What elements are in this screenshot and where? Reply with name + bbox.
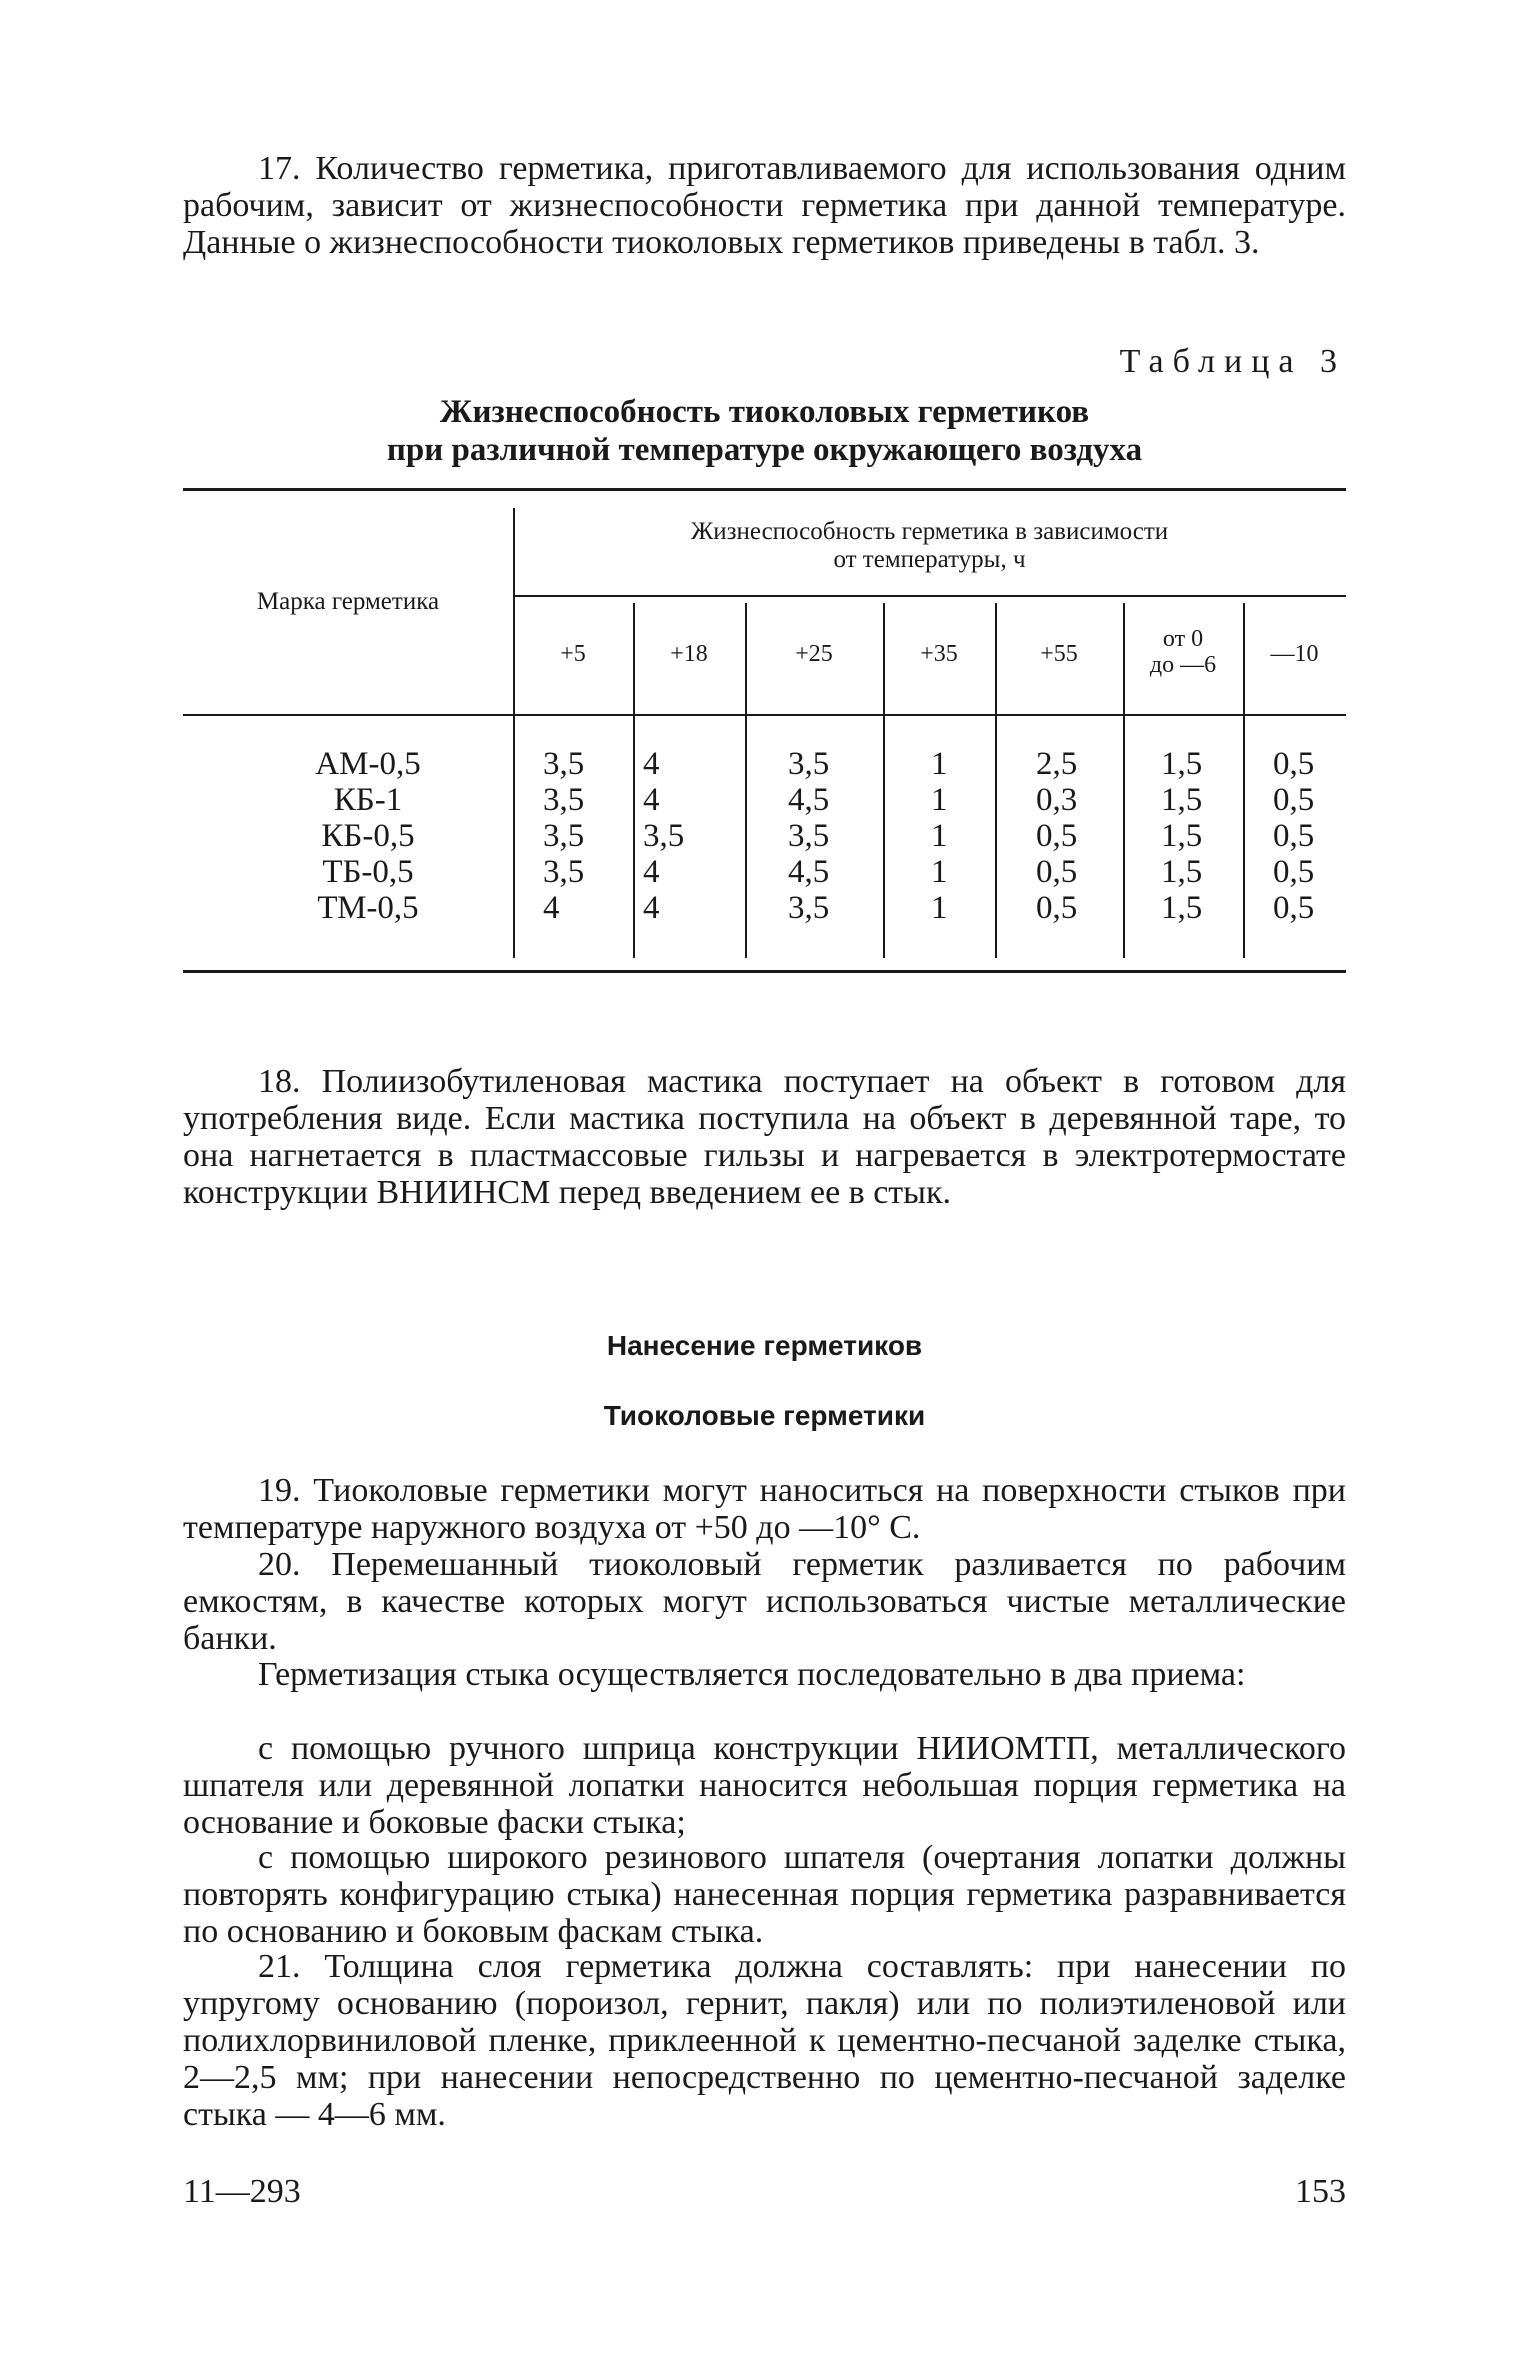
paragraph-sealing-steps: Герметизация стыка осуществляется последовательно в два приема: — [258, 1656, 1246, 1693]
paragraph-19: 19. Тиоколовые герметики могут наноситься на поверхности стыков при температуре наружного воздуха от +50 до —10° С. — [183, 1472, 1346, 1546]
temp-header-0-to-minus-6-line-2: до —6 — [1149, 652, 1217, 678]
table-cell: 4 — [643, 746, 660, 782]
values-column-25 — [788, 746, 829, 926]
table-cell: 1,5 — [1161, 854, 1203, 890]
table-cell: 1,5 — [1161, 818, 1203, 854]
table-cell: 2,5 — [1036, 746, 1078, 782]
paragraph-17: 17. Количество герметика, приготавливаемого для использования одним рабочим, зависит от жизнеспособности герметика при данной температуре. Данные о жизнеспособности тиоколовых герметиков приведены в табл. 3. — [183, 150, 1346, 261]
table-cell: 0,5 — [1036, 854, 1078, 890]
table-cell: 1 — [931, 890, 948, 926]
table-cell: 0,5 — [1273, 818, 1315, 854]
table-cell: 0,5 — [1273, 854, 1315, 890]
table-label: Таблица 3 — [1119, 343, 1346, 380]
table-cell: 4 — [643, 890, 660, 926]
paragraph-step-1: с помощью ручного шприца конструкции НИИОМТП, металлического шпателя или деревянной лопатки наносится небольшая порция герметика на основание и боковые фаски стыка; — [183, 1730, 1346, 1841]
values-column-0-to-minus-6 — [1161, 746, 1202, 926]
table-cell: 0,5 — [1273, 890, 1315, 926]
table-cell: 1,5 — [1161, 890, 1203, 926]
table-cell: 0,3 — [1036, 782, 1078, 818]
footer-signature: 11—293 — [183, 2173, 301, 2210]
table-cell: 4 — [643, 782, 660, 818]
paragraph-21: 21. Толщина слоя герметика должна составлять: при нанесении по упругому основанию (пороизол, гернит, пакля) или по полиэтиленовой или полихлорвиниловой пленке, приклеенной к цементно-песчаной заделке стыка, 2—2,5 мм; при нанесении непосредственно по цементно-песчаной заделке стыка — 4—6 мм. — [183, 1948, 1346, 2133]
table-cell: 0,5 — [1273, 782, 1315, 818]
brand-column-header: Марка герметика — [256, 588, 440, 615]
paragraph-18: 18. Полиизобутиленовая мастика поступает на объект в готовом для употребления виде. Если мастика поступила на объект в деревянной таре, то она нагнетается в пластмассовые гильзы и нагревается в электротермостате конструкции ВНИИНСМ перед введением ее в стык. — [183, 1063, 1346, 1211]
table-row-brand: КБ-0,5 — [321, 818, 415, 854]
table-row-brand: ТБ-0,5 — [322, 854, 414, 890]
table-cell: 1 — [931, 746, 948, 782]
values-column-5 — [543, 746, 584, 926]
values-column-55 — [1036, 746, 1077, 926]
table-cell: 4 — [643, 854, 660, 890]
table-cell: 3,5 — [788, 746, 830, 782]
subsection-heading: Тиоколовые герметики — [603, 1400, 926, 1431]
table-cell: 3,5 — [788, 818, 830, 854]
temp-header-18: +18 — [670, 641, 708, 667]
table-cell: 1,5 — [1161, 746, 1203, 782]
table-cell: 1 — [931, 818, 948, 854]
table-title-line-1: Жизнеспособность тиоколовых герметиков — [439, 394, 1090, 430]
temperature-group-header-line-1: Жизнеспособность герметика в зависимости — [690, 518, 1169, 545]
table-cell: 0,5 — [1036, 890, 1078, 926]
data-table — [183, 488, 1346, 974]
table-cell: 3,5 — [643, 818, 685, 854]
table-row-brand: ТМ-0,5 — [317, 890, 419, 926]
temperature-group-header — [513, 518, 1346, 574]
temp-header-25: +25 — [795, 641, 833, 667]
table-cell: 0,5 — [1036, 818, 1078, 854]
table-cell: 4 — [543, 890, 560, 926]
temp-header-35: +35 — [920, 641, 958, 667]
table-cell: 1,5 — [1161, 782, 1203, 818]
table-cell: 1 — [931, 854, 948, 890]
table-header-rule — [183, 714, 1346, 716]
temp-header-5: +5 — [560, 641, 586, 667]
paragraph-20: 20. Перемешанный тиоколовый герметик разливается по рабочим емкостям, в качестве которых могут использоваться чистые металлические банки. — [183, 1546, 1346, 1657]
temp-header-55: +55 — [1040, 641, 1078, 667]
table-group-rule — [513, 595, 1346, 597]
brand-column — [243, 746, 493, 926]
values-column-35 — [931, 746, 948, 926]
table-cell: 3,5 — [543, 746, 585, 782]
temp-header-minus-10: —10 — [1270, 641, 1319, 667]
table-cell: 0,5 — [1273, 746, 1315, 782]
table-row-brand: КБ-1 — [333, 782, 403, 818]
table-title — [183, 393, 1346, 469]
table-cell: 3,5 — [788, 890, 830, 926]
temperature-group-header-line-2: от температуры, ч — [833, 546, 1026, 573]
table-cell: 4,5 — [788, 854, 830, 890]
temp-header-0-to-minus-6-line-1: от 0 — [1162, 626, 1204, 652]
table-row-brand: АМ-0,5 — [315, 746, 421, 782]
temp-header-0-to-minus-6 — [1123, 626, 1243, 678]
table-vrule — [513, 508, 515, 958]
values-column-minus-10 — [1273, 746, 1314, 926]
paragraph-step-2: с помощью широкого резинового шпателя (очертания лопатки должны повторять конфигурацию стыка) нанесенная порция герметика разравнивается по основанию и боковым фаскам стыка. — [183, 1839, 1346, 1950]
table-cell: 3,5 — [543, 818, 585, 854]
table-cell: 1 — [931, 782, 948, 818]
table-cell: 3,5 — [543, 782, 585, 818]
table-title-line-2: при различной температуре окружающего воздуха — [386, 432, 1143, 468]
page-number: 153 — [1295, 2173, 1346, 2210]
section-heading: Нанесение герметиков — [606, 1330, 923, 1361]
table-bottom-rule — [183, 970, 1346, 973]
table-top-rule — [183, 488, 1346, 491]
values-column-18 — [643, 746, 684, 926]
table-cell: 4,5 — [788, 782, 830, 818]
table-cell: 3,5 — [543, 854, 585, 890]
